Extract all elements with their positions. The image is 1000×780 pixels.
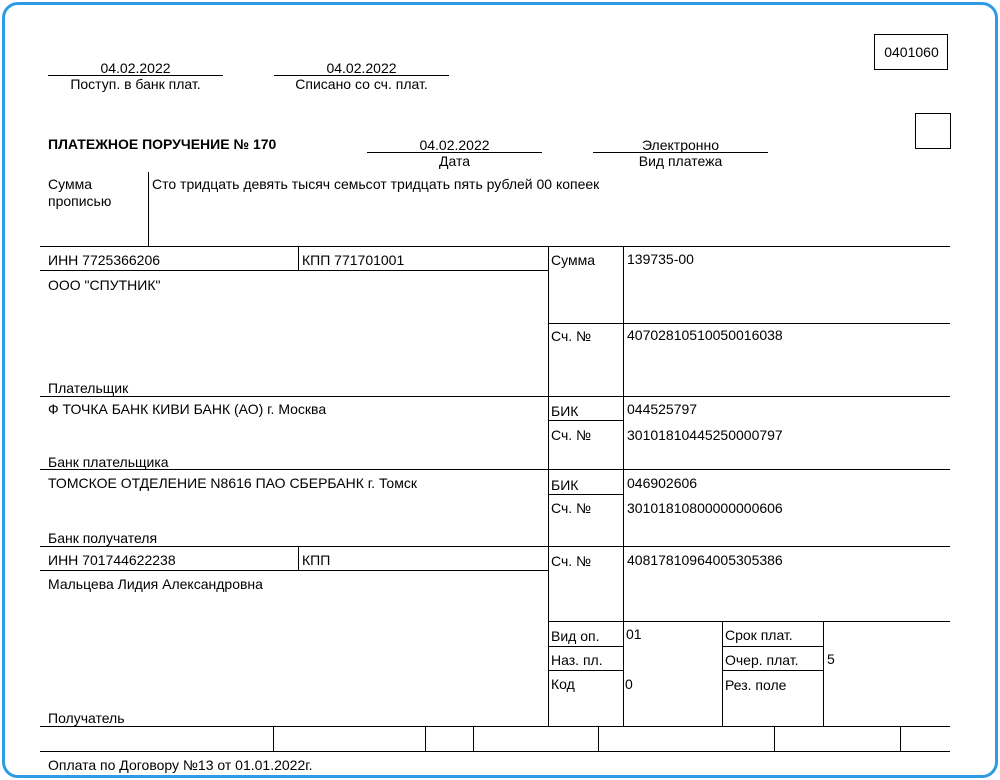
line-recipient-bank-bottom [40,546,950,547]
line-rinn-kpp [298,546,299,570]
recipient-bank-label: Банк получателя [48,530,158,546]
line-col-left [548,246,549,726]
line-payer-bank-bottom [40,469,950,470]
line-inn-bottom [40,270,548,271]
naz-pl-label: Наз. пл. [551,652,603,668]
vid-op-label: Вид оп. [551,628,600,644]
amount-value: 139735-00 [627,251,694,267]
recipient-name: Мальцева Лидия Александровна [48,576,263,592]
date-debited: 04.02.2022 [326,60,397,76]
empty-mark-box [915,113,951,149]
line-codes-2 [548,670,623,671]
payer-account-label: Сч. № [551,328,592,344]
vid-op-value: 01 [626,626,642,642]
line-payer-top [40,246,950,247]
payer-name: ООО "СПУТНИК" [48,277,161,293]
line-tax-5 [774,726,775,751]
line-tax-2 [425,726,426,751]
recipient-bank-acc: 30101810800000000606 [627,500,783,516]
amount-words-divider [148,172,149,246]
line-tax-6 [900,726,901,751]
payer-account: 40702810510050016038 [627,327,783,343]
line-tax-bottom [40,751,950,752]
line-codes-right [823,621,824,726]
recipient-inn: ИНН 701744622238 [48,552,176,568]
rez-label: Рез. поле [725,677,787,693]
recipient-kpp: КПП [302,552,331,568]
page-title: ПЛАТЕЖНОЕ ПОРУЧЕНИЕ № 170 [48,136,277,152]
date-received: 04.02.2022 [100,60,171,76]
line-codes-top [548,621,950,622]
line-codes-mid [722,621,723,726]
payer-bank-name: Ф ТОЧКА БАНК КИВИ БАНК (АО) г. Москва [48,401,327,417]
payer-bank-bik: 044525797 [627,401,698,417]
line-bik-acc [548,420,623,421]
amount-words-label-1: Сумма [48,176,92,192]
amount-words-label-2: прописью [48,193,112,209]
payer-kpp: КПП 771701001 [302,252,405,268]
line-payer-bottom [40,396,950,397]
line-codes-3 [722,646,823,647]
line-rinn-bottom [40,570,548,571]
ocher-value: 5 [827,651,835,667]
kod-label: Код [551,676,575,692]
ocher-label: Очер. плат. [725,652,799,668]
line-tax-4 [598,726,599,751]
line-amount-bottom [548,323,950,324]
line-inn-kpp [298,246,299,270]
form-code: 0401060 [884,44,939,60]
line-rbik-acc [548,494,623,495]
payer-bank-bik-label: БИК [551,403,579,419]
recipient-bank-bik: 046902606 [627,475,698,491]
line-codes-4 [722,670,823,671]
line-tax-1 [273,726,274,751]
date-received-label: Поступ. в банк плат. [70,76,201,92]
date-debited-label: Списано со сч. плат. [295,76,428,92]
srok-label: Срок плат. [725,627,793,643]
payer-bank-acc: 30101810445250000797 [627,427,783,443]
line-tax-3 [473,726,474,751]
line-col-right [623,246,624,726]
recipient-bank-acc-label: Сч. № [551,500,592,516]
amount-label: Сумма [551,252,595,268]
line-recipient-bottom [40,726,950,727]
amount-words: Сто тридцать девять тысяч семьсот тридцать пять рублей 00 копеек [152,176,600,192]
recipient-acc-label: Сч. № [551,553,592,569]
line-codes-1 [548,646,623,647]
payment-order-frame [2,2,998,778]
payer-inn: ИНН 7725366206 [48,252,161,268]
payment-type-label: Вид платежа [638,153,723,169]
recipient-acc: 40817810964005305386 [627,552,783,568]
recipient-label: Получатель [48,710,125,726]
payment-type: Электронно [641,137,720,153]
payer-bank-acc-label: Сч. № [551,427,592,443]
order-date: 04.02.2022 [419,137,490,153]
order-date-label: Дата [438,153,470,169]
kod-value: 0 [625,676,633,692]
payment-purpose: Оплата по Договору №13 от 01.01.2022г. [48,757,313,773]
payer-bank-label: Банк плательщика [48,454,169,470]
recipient-bank-bik-label: БИК [551,477,579,493]
recipient-bank-name: ТОМСКОЕ ОТДЕЛЕНИЕ N8616 ПАО СБЕРБАНК г. Томск [48,475,417,491]
payer-label: Плательщик [48,380,129,396]
